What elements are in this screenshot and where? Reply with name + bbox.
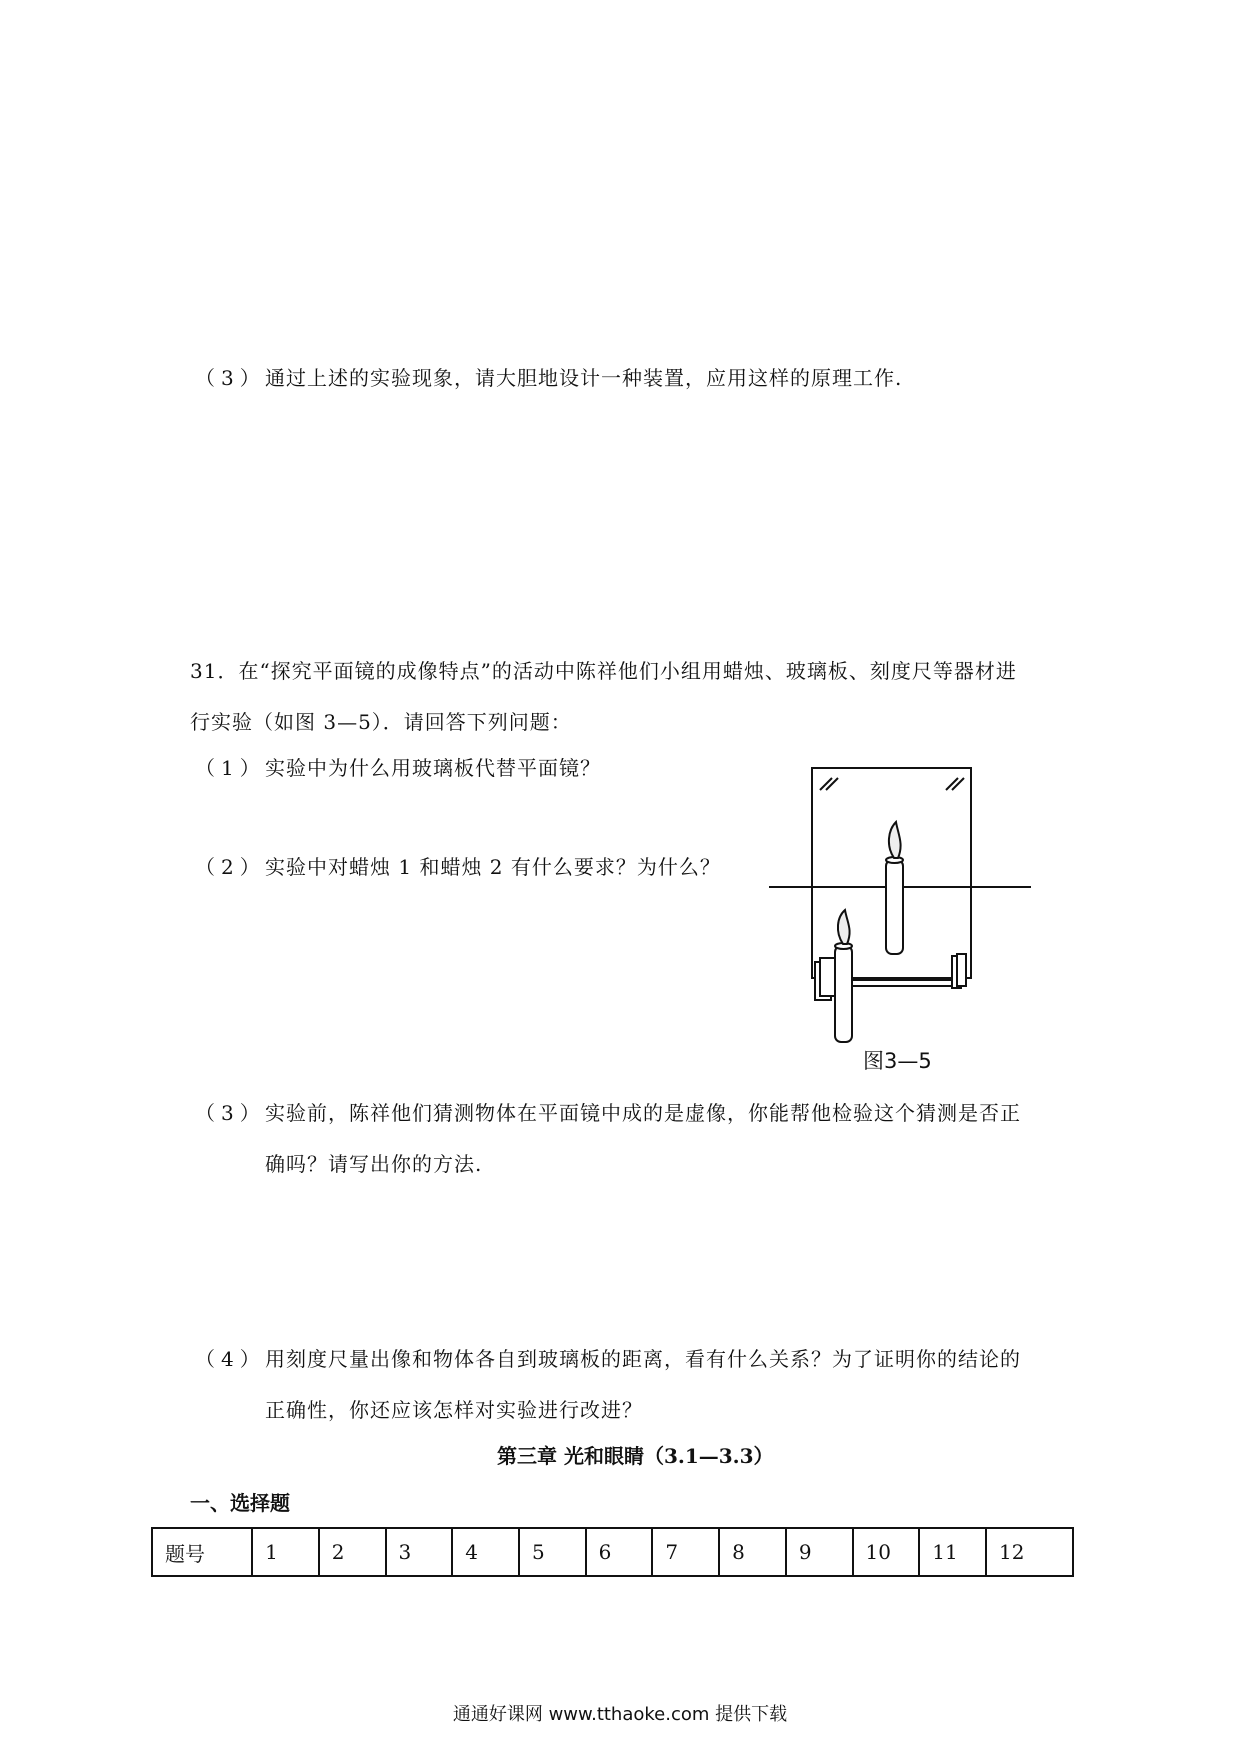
- q31-part3-number: （3）: [195, 1101, 266, 1125]
- candle-1: [835, 910, 852, 1042]
- answer-cell: 6: [586, 1528, 653, 1576]
- answer-cell: 2: [319, 1528, 386, 1576]
- candle-2: [886, 822, 903, 954]
- q31-part3-line1: 实验前，陈祥他们猜测物体在平面镜中成的是虚像，你能帮他检验这个猜测是否正: [265, 1101, 1021, 1125]
- answer-table-row: [152, 1528, 1073, 1576]
- q30-part3-text: 通过上述的实验现象，请大胆地设计一种装置，应用这样的原理工作.: [265, 366, 903, 390]
- answer-cell: 7: [652, 1528, 719, 1576]
- q31-part4-number: （4）: [195, 1347, 266, 1371]
- answer-cell: 8: [719, 1528, 786, 1576]
- q30-part3-number: （3）: [195, 366, 266, 390]
- answer-cell: 4: [452, 1528, 519, 1576]
- page-footer: 通通好课网 www.tthaoke.com 提供下载: [452, 1704, 788, 1725]
- section-heading-choice: 一、选择题: [190, 1491, 290, 1515]
- figure-caption: 图3—5: [863, 1049, 932, 1073]
- answer-cell: 10: [853, 1528, 920, 1576]
- answer-table-header: 题号: [152, 1528, 252, 1576]
- q31-part2-text: 实验中对蜡烛 1 和蜡烛 2 有什么要求？为什么？: [265, 855, 721, 879]
- answer-cell: 1: [252, 1528, 319, 1576]
- chapter-title: 第三章 光和眼睛（3.1—3.3）: [497, 1444, 774, 1468]
- q31-part2-number: （2）: [195, 855, 266, 879]
- q31-part4-line1: 用刻度尺量出像和物体各自到玻璃板的距离，看有什么关系？为了证明你的结论的: [265, 1347, 1021, 1371]
- answer-cell: 3: [386, 1528, 453, 1576]
- answer-cell: 9: [786, 1528, 853, 1576]
- q31-part1-number: （1）: [195, 756, 266, 780]
- q31-part1-text: 实验中为什么用玻璃板代替平面镜？: [265, 756, 601, 780]
- answer-cell: 5: [519, 1528, 586, 1576]
- q31-part3-line2: 确吗？请写出你的方法.: [265, 1152, 483, 1176]
- q31-part4-line2: 正确性，你还应该怎样对实验进行改进？: [265, 1398, 643, 1422]
- answer-cell: 11: [919, 1528, 986, 1576]
- q31-intro-line2: 行实验（如图 3—5）．请回答下列问题：: [190, 710, 572, 734]
- answer-cell: 12: [986, 1528, 1073, 1576]
- q31-intro-line1: 31．在“探究平面镜的成像特点”的活动中陈祥他们小组用蜡烛、玻璃板、刻度尺等器材进: [190, 659, 1017, 683]
- mirror-experiment-figure: [760, 760, 1060, 1050]
- answer-table: [151, 1527, 1074, 1577]
